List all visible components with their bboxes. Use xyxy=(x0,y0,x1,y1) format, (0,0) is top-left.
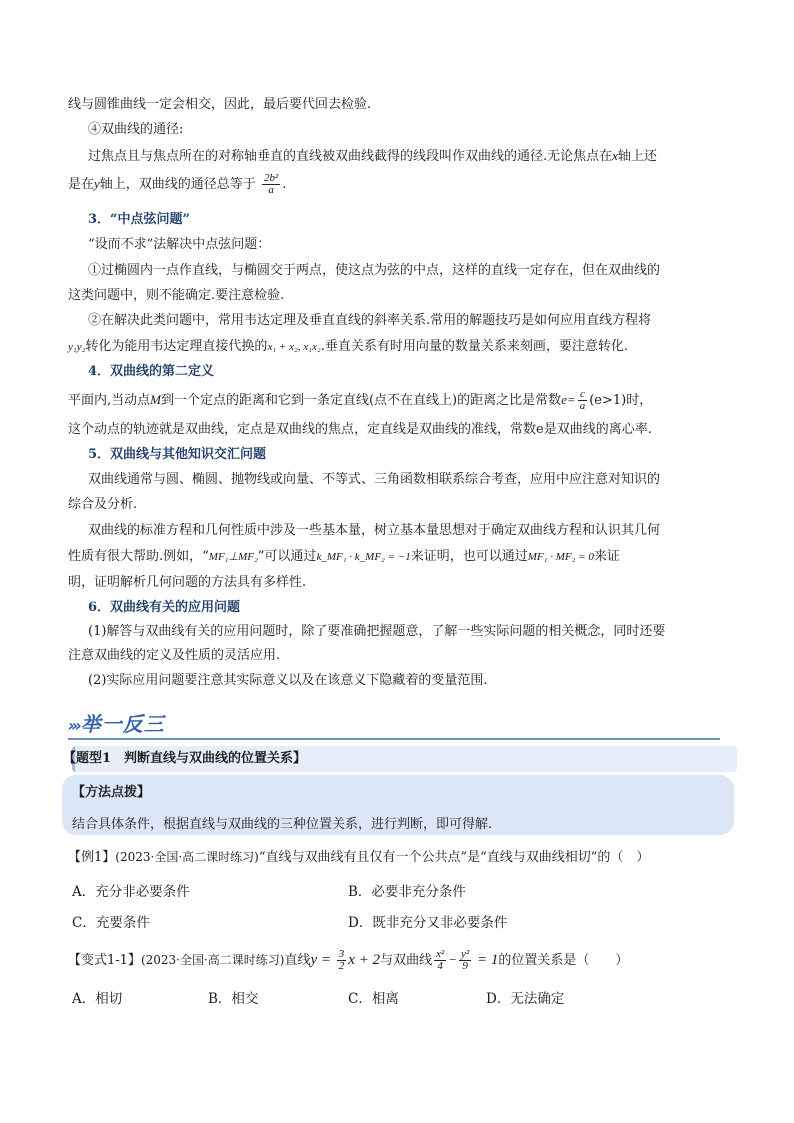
section-5-title: 5．双曲线与其他知识交汇问题 xyxy=(88,447,267,462)
section-3-line-3: 这类问题中，则不能确定.要注意检验. xyxy=(68,288,285,303)
variant-1-1-option-c[interactable]: C．相离 xyxy=(348,991,399,1007)
hyperbola-x-fraction: $\frac{\text{x²}}{4}$ xyxy=(436,948,445,972)
section-6-title: 6．双曲线有关的应用问题 xyxy=(88,600,241,615)
eccentricity-fraction: $\frac{c}{a}$ xyxy=(579,388,586,412)
section-6-line-2: 注意双曲线的定义及性质的灵活应用. xyxy=(68,648,281,663)
method-text: 结合具体条件，根据直线与双曲线的三种位置关系，进行判断，即可得解. xyxy=(72,817,493,832)
section-3-line-1: “设而不求”法解决中点弦问题： xyxy=(88,237,271,252)
topic-bar xyxy=(63,746,737,772)
hyperbola-y-fraction: $\frac{\text{y²}}{9}$ xyxy=(461,948,470,972)
section-4-title: 4．双曲线的第二定义 xyxy=(88,364,215,379)
section-4-line-1: 平面内,当动点M到一个定点的距离和它到一条定直线(点不在直线上)的距离之比是常数e= $\frac{c}{a}$ (e>1)时， xyxy=(68,388,653,412)
latus-rectum-line-1: 过焦点且与焦点所在的对称轴垂直的直线被双曲线截得的线段叫作双曲线的通径.无论焦点在x轴上还 xyxy=(88,148,657,164)
section-4-line-2: 这个动点的轨迹就是双曲线，定点是双曲线的焦点，定直线是双曲线的准线，常数e是双曲线的离心率. xyxy=(68,422,652,437)
example-1-option-c[interactable]: C．充要条件 xyxy=(72,915,150,931)
section-3-title: 3．“中点弦问题” xyxy=(88,212,191,227)
intro-line: 线与圆锥曲线一定会相交，因此，最后要代回去检验. xyxy=(68,97,372,112)
latus-rectum-heading: ④双曲线的通径: xyxy=(88,122,184,137)
method-title: 【方法点拨】 xyxy=(72,785,151,800)
section-6-line-3: (2)实际应用问题要注意其实际意义以及在该意义下隐藏着的变量范围. xyxy=(88,673,488,688)
example-1-stem: 【例1】(2023·全国·高二课时练习)“直线与双曲线有且仅有一个公共点”是“直线与双曲线相切”的（ ） xyxy=(68,850,650,865)
practice-banner xyxy=(68,708,220,734)
banner-title: 举一反三 xyxy=(80,712,165,736)
latus-rectum-fraction: $\frac{\text{2b²}}{a}$ xyxy=(263,172,279,196)
section-6-line-1: (1)解答与双曲线有关的应用问题时，除了要准确把握题意，了解一些实际问题的相关概念，同时还要 xyxy=(88,624,666,639)
section-5-line-2: 综合及分析. xyxy=(68,497,138,512)
slope-fraction: $\frac{3}{2}$ xyxy=(338,948,345,972)
latus-rectum-line-2: 是在y轴上，双曲线的通径总等于 $\frac{\text{2b²}}{a}$ . xyxy=(68,172,287,196)
variant-1-1-option-a[interactable]: A．相切 xyxy=(72,991,123,1007)
section-3-line-4: ②在解决此类问题中，常用韦达定理及垂直直线的斜率关系.常用的解题技巧是如何应用直线方程将 xyxy=(88,313,652,328)
topic-title: 【题型1 判断直线与双曲线的位置关系】 xyxy=(63,751,307,766)
section-5-line-4: 性质有很大帮助.例如，“MF₁⊥MF₂”可以通过k_MF₁ · k_MF₂ = −1来证明，也可以通过MF₁ · MF₂ = 0来证 xyxy=(68,549,620,564)
method-box xyxy=(62,775,734,835)
example-1-option-b[interactable]: B．必要非充分条件 xyxy=(348,884,466,900)
example-1-option-d[interactable]: D．既非充分又非必要条件 xyxy=(348,915,508,931)
section-5-line-1: 双曲线通常与圆、椭圆、抛物线或向量、不等式、三角函数相联系综合考查，应用中应注意对知识的 xyxy=(88,472,661,487)
variant-1-1-option-b[interactable]: B．相交 xyxy=(208,991,259,1007)
section-5-line-5: 明，证明解析几何问题的方法具有多样性. xyxy=(68,575,307,590)
variant-1-1-option-d[interactable]: D．无法确定 xyxy=(486,991,565,1007)
section-5-line-3: 双曲线的标准方程和几何性质中涉及一些基本量，树立基本量思想对于确定双曲线方程和认识其几何 xyxy=(88,523,661,538)
section-3-line-2: ①过椭圆内一点作直线，与椭圆交于两点，使这点为弦的中点，这样的直线一定存在，但在双曲线的 xyxy=(88,263,661,278)
section-3-line-5: y₁y₂转化为能用韦达定理直接代换的x₁ + x₂, x₁x₂.垂直关系有时用向量的数量关系来刻画，要注意转化. xyxy=(68,339,628,354)
variant-1-1-stem: 【变式1-1】(2023·全国·高二课时练习)直线y = $\frac{3}{2}$ x + 2与双曲线 $\frac{\text{x²}}{4}$ − $\frac{\text{y²}}{9}$ = 1的位置关系是（ ） xyxy=(68,948,629,972)
example-1-option-a[interactable]: A．充分非必要条件 xyxy=(72,884,190,900)
banner-divider xyxy=(68,738,720,740)
chevrons-icon: ››› xyxy=(68,716,79,735)
